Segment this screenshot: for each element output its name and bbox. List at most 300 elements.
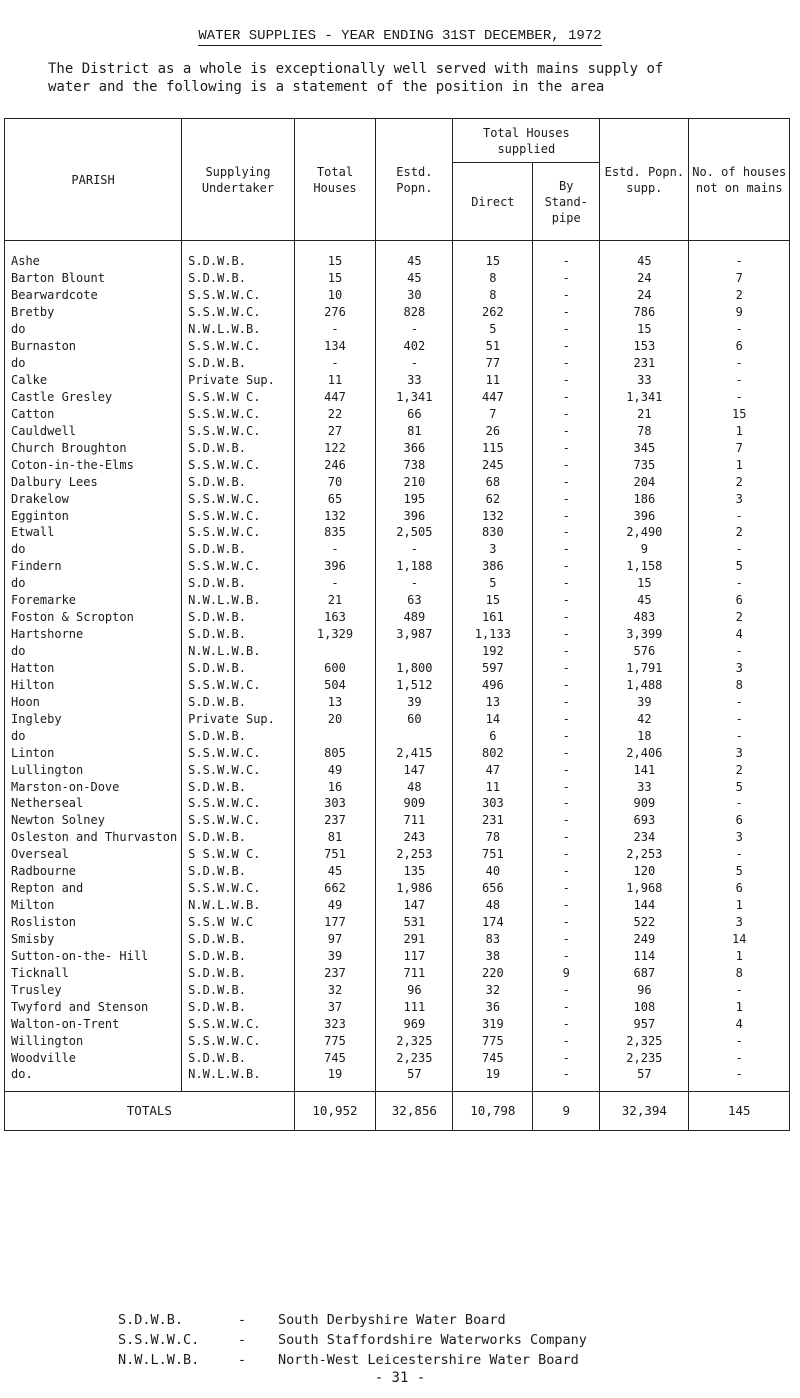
not-on-mains-cell: 5 (689, 863, 790, 880)
direct-cell: 8 (453, 287, 533, 304)
direct-cell: 15 (453, 592, 533, 609)
houses-cell: 13 (294, 693, 376, 710)
direct-cell: 496 (453, 676, 533, 693)
not-on-mains-cell: 1 (689, 897, 790, 914)
table-row (5, 981, 790, 998)
houses-cell: 49 (294, 897, 376, 914)
direct-cell: 1,133 (453, 626, 533, 643)
legend-dash: - (238, 1352, 247, 1368)
houses-cell: 745 (294, 1049, 376, 1066)
table-row (5, 405, 790, 422)
parish-cell: Radbourne (5, 863, 182, 880)
parish-cell: Overseal (5, 846, 182, 863)
direct-cell: 6 (453, 727, 533, 744)
undertaker-cell: S.S.W.W.C. (182, 744, 295, 761)
popn-cell: 1,188 (376, 558, 453, 575)
parish-cell: Foremarke (5, 592, 182, 609)
popn-cell: 63 (376, 592, 453, 609)
direct-cell: 19 (453, 1066, 533, 1091)
totals-houses: 10,952 (294, 1091, 376, 1130)
totals-label: TOTALS (5, 1091, 295, 1130)
legend-meaning: North-West Leicestershire Water Board (278, 1352, 579, 1368)
parish-cell: Calke (5, 372, 182, 389)
parish-cell: Etwall (5, 524, 182, 541)
standpipe-cell: - (533, 439, 600, 456)
table-row (5, 372, 790, 389)
parish-cell: Bearwardcote (5, 287, 182, 304)
supp-cell: 2,406 (600, 744, 689, 761)
popn-cell: 30 (376, 287, 453, 304)
not-on-mains-cell: - (689, 507, 790, 524)
undertaker-cell: S.D.W.B. (182, 270, 295, 287)
totals-standpipe: 9 (533, 1091, 600, 1130)
parish-cell: Hilton (5, 676, 182, 693)
houses-cell: 276 (294, 304, 376, 321)
popn-cell: 45 (376, 270, 453, 287)
standpipe-cell: - (533, 744, 600, 761)
standpipe-cell: - (533, 880, 600, 897)
supp-cell: 57 (600, 1066, 689, 1091)
houses-cell: 22 (294, 405, 376, 422)
table-row (5, 355, 790, 372)
legend-row (118, 1350, 587, 1370)
houses-cell: 81 (294, 829, 376, 846)
parish-cell: Lullington (5, 761, 182, 778)
supp-cell: 909 (600, 795, 689, 812)
parish-cell: Newton Solney (5, 812, 182, 829)
undertaker-cell: S.D.W.B. (182, 241, 295, 270)
direct-cell: 132 (453, 507, 533, 524)
popn-cell: 57 (376, 1066, 453, 1091)
popn-cell: 2,415 (376, 744, 453, 761)
direct-cell: 40 (453, 863, 533, 880)
intro-line-2: water and the following is a statement of the position in the area (48, 79, 605, 95)
undertaker-cell: S.S.W.W.C. (182, 422, 295, 439)
table-row (5, 846, 790, 863)
standpipe-cell: - (533, 1015, 600, 1032)
not-on-mains-cell: - (689, 372, 790, 389)
houses-cell: 49 (294, 761, 376, 778)
direct-cell: 802 (453, 744, 533, 761)
supp-cell: 21 (600, 405, 689, 422)
table-row (5, 456, 790, 473)
houses-cell: 21 (294, 592, 376, 609)
popn-cell: 111 (376, 998, 453, 1015)
table-row (5, 744, 790, 761)
table-row (5, 422, 790, 439)
supp-cell: 15 (600, 575, 689, 592)
standpipe-cell: - (533, 270, 600, 287)
table-row (5, 897, 790, 914)
undertaker-cell: S.S.W.W.C. (182, 524, 295, 541)
intro-paragraph (48, 60, 768, 96)
table-row (5, 389, 790, 406)
legend-meaning: South Derbyshire Water Board (278, 1312, 506, 1328)
standpipe-cell: - (533, 405, 600, 422)
popn-cell: 1,986 (376, 880, 453, 897)
undertaker-cell: S.D.W.B. (182, 931, 295, 948)
totals-supp: 32,394 (600, 1091, 689, 1130)
supp-cell: 144 (600, 897, 689, 914)
houses-cell: 775 (294, 1032, 376, 1049)
supp-cell: 231 (600, 355, 689, 372)
popn-cell: 531 (376, 914, 453, 931)
standpipe-cell: - (533, 795, 600, 812)
houses-cell: 37 (294, 998, 376, 1015)
houses-cell: 396 (294, 558, 376, 575)
table-row (5, 626, 790, 643)
not-on-mains-cell: 5 (689, 558, 790, 575)
supp-cell: 1,341 (600, 389, 689, 406)
standpipe-cell: - (533, 931, 600, 948)
supp-cell: 2,253 (600, 846, 689, 863)
houses-cell: 11 (294, 372, 376, 389)
header-not-on-mains: No. of houses not on mains (689, 119, 790, 241)
supp-cell: 114 (600, 947, 689, 964)
not-on-mains-cell: 3 (689, 660, 790, 677)
parish-cell: Findern (5, 558, 182, 575)
standpipe-cell: - (533, 372, 600, 389)
supp-cell: 45 (600, 241, 689, 270)
not-on-mains-cell: 6 (689, 812, 790, 829)
direct-cell: 5 (453, 575, 533, 592)
direct-cell: 47 (453, 761, 533, 778)
undertaker-cell: S.D.W.B. (182, 609, 295, 626)
direct-cell: 161 (453, 609, 533, 626)
popn-cell: 243 (376, 829, 453, 846)
parish-cell: Ashe (5, 241, 182, 270)
not-on-mains-cell: 2 (689, 287, 790, 304)
undertaker-cell: S.S.W.W.C. (182, 405, 295, 422)
direct-cell: 48 (453, 897, 533, 914)
parish-cell: Egginton (5, 507, 182, 524)
standpipe-cell: - (533, 897, 600, 914)
undertaker-cell: S.D.W.B. (182, 863, 295, 880)
popn-cell: 711 (376, 812, 453, 829)
direct-cell: 174 (453, 914, 533, 931)
undertaker-cell: N.W.L.W.B. (182, 1066, 295, 1091)
parish-cell: Drakelow (5, 490, 182, 507)
parish-cell: Ingleby (5, 710, 182, 727)
legend-dash: - (238, 1312, 247, 1328)
header-direct: Direct (453, 163, 533, 241)
supp-cell: 2,325 (600, 1032, 689, 1049)
header-estd-popn: Estd. Popn. (376, 119, 453, 241)
table-row (5, 490, 790, 507)
undertaker-cell: S.D.W.B. (182, 1049, 295, 1066)
houses-cell: - (294, 575, 376, 592)
intro-line-1: The District as a whole is exceptionally well served with mains supply of (48, 61, 664, 77)
undertaker-cell: S S.W.W C. (182, 846, 295, 863)
parish-cell: Hoon (5, 693, 182, 710)
standpipe-cell: - (533, 863, 600, 880)
not-on-mains-cell: 8 (689, 676, 790, 693)
popn-cell: 117 (376, 947, 453, 964)
table-row (5, 473, 790, 490)
houses-cell: 32 (294, 981, 376, 998)
table-row (5, 241, 790, 270)
supp-cell: 957 (600, 1015, 689, 1032)
standpipe-cell: - (533, 812, 600, 829)
table-row (5, 321, 790, 338)
table-row (5, 693, 790, 710)
standpipe-cell: - (533, 473, 600, 490)
popn-cell: 711 (376, 964, 453, 981)
header-standpipe: By Stand- pipe (533, 163, 600, 241)
supp-cell: 33 (600, 372, 689, 389)
parish-cell: Milton (5, 897, 182, 914)
direct-cell: 51 (453, 338, 533, 355)
parish-cell: Hatton (5, 660, 182, 677)
parish-cell: Church Broughton (5, 439, 182, 456)
table-row (5, 609, 790, 626)
houses-cell: - (294, 541, 376, 558)
table-row (5, 964, 790, 981)
table-row (5, 1032, 790, 1049)
standpipe-cell: - (533, 643, 600, 660)
standpipe-cell: - (533, 1049, 600, 1066)
standpipe-cell: - (533, 592, 600, 609)
popn-cell: - (376, 321, 453, 338)
parish-cell: do (5, 727, 182, 744)
houses-cell: 751 (294, 846, 376, 863)
table-row (5, 1049, 790, 1066)
standpipe-cell: - (533, 761, 600, 778)
direct-cell: 303 (453, 795, 533, 812)
popn-cell: 366 (376, 439, 453, 456)
popn-cell: 396 (376, 507, 453, 524)
not-on-mains-cell: 14 (689, 931, 790, 948)
not-on-mains-cell: 8 (689, 964, 790, 981)
undertaker-cell: N.W.L.W.B. (182, 643, 295, 660)
not-on-mains-cell: - (689, 575, 790, 592)
direct-cell: 13 (453, 693, 533, 710)
standpipe-cell: 9 (533, 964, 600, 981)
header-parish: PARISH (5, 119, 182, 241)
supp-cell: 78 (600, 422, 689, 439)
direct-cell: 15 (453, 241, 533, 270)
not-on-mains-cell: 3 (689, 490, 790, 507)
supp-cell: 687 (600, 964, 689, 981)
undertaker-cell: S.S.W.W.C. (182, 338, 295, 355)
table-row (5, 727, 790, 744)
popn-cell (376, 727, 453, 744)
undertaker-cell: N.W.L.W.B. (182, 897, 295, 914)
popn-cell: 195 (376, 490, 453, 507)
direct-cell: 319 (453, 1015, 533, 1032)
houses-cell: 15 (294, 241, 376, 270)
popn-cell: 135 (376, 863, 453, 880)
table-row (5, 676, 790, 693)
direct-cell: 192 (453, 643, 533, 660)
not-on-mains-cell: 7 (689, 270, 790, 287)
standpipe-cell: - (533, 422, 600, 439)
not-on-mains-cell: 3 (689, 744, 790, 761)
undertaker-cell: S.D.W.B. (182, 829, 295, 846)
direct-cell: 231 (453, 812, 533, 829)
undertaker-cell: S.D.W.B. (182, 473, 295, 490)
not-on-mains-cell: 6 (689, 880, 790, 897)
undertaker-cell: S.D.W.B. (182, 981, 295, 998)
parish-cell: Ticknall (5, 964, 182, 981)
header-undertaker: Supplying Undertaker (182, 119, 295, 241)
supp-cell: 45 (600, 592, 689, 609)
table-body (5, 241, 790, 1092)
not-on-mains-cell: 2 (689, 609, 790, 626)
not-on-mains-cell: - (689, 795, 790, 812)
not-on-mains-cell: 4 (689, 1015, 790, 1032)
undertaker-cell: S.S.W.W.C. (182, 812, 295, 829)
parish-cell: Willington (5, 1032, 182, 1049)
undertaker-cell: S.S.W.W.C. (182, 1032, 295, 1049)
not-on-mains-cell: 9 (689, 304, 790, 321)
undertaker-cell: S.D.W.B. (182, 727, 295, 744)
undertaker-cell: S.S.W.W.C. (182, 1015, 295, 1032)
not-on-mains-cell: 3 (689, 914, 790, 931)
direct-cell: 5 (453, 321, 533, 338)
houses-cell: 15 (294, 270, 376, 287)
supp-cell: 786 (600, 304, 689, 321)
parish-cell: Marston-on-Dove (5, 778, 182, 795)
houses-cell: 323 (294, 1015, 376, 1032)
standpipe-cell: - (533, 676, 600, 693)
popn-cell: 66 (376, 405, 453, 422)
not-on-mains-cell: 5 (689, 778, 790, 795)
not-on-mains-cell: 2 (689, 761, 790, 778)
houses-cell: - (294, 321, 376, 338)
header-houses-supplied: Total Houses supplied (453, 119, 600, 163)
direct-cell: 447 (453, 389, 533, 406)
standpipe-cell: - (533, 558, 600, 575)
standpipe-cell: - (533, 241, 600, 270)
legend-abbreviation: S.S.W.W.C. (118, 1332, 200, 1348)
table-row (5, 270, 790, 287)
houses-cell: 237 (294, 964, 376, 981)
not-on-mains-cell: 3 (689, 829, 790, 846)
popn-cell: 48 (376, 778, 453, 795)
table-row (5, 931, 790, 948)
table-row (5, 439, 790, 456)
parish-cell: Woodville (5, 1049, 182, 1066)
supp-cell: 141 (600, 761, 689, 778)
popn-cell: - (376, 541, 453, 558)
direct-cell: 775 (453, 1032, 533, 1049)
supp-cell: 1,158 (600, 558, 689, 575)
parish-cell: Bretby (5, 304, 182, 321)
houses-cell: 177 (294, 914, 376, 931)
not-on-mains-cell: - (689, 541, 790, 558)
abbreviation-legend (118, 1310, 587, 1370)
undertaker-cell: S.D.W.B. (182, 439, 295, 456)
standpipe-cell: - (533, 947, 600, 964)
parish-cell: Smisby (5, 931, 182, 948)
undertaker-cell: S.S.W.W.C. (182, 676, 295, 693)
not-on-mains-cell: - (689, 846, 790, 863)
standpipe-cell: - (533, 1032, 600, 1049)
table-row (5, 880, 790, 897)
header-total-houses: Total Houses (294, 119, 376, 241)
undertaker-cell: S.S.W.W.C. (182, 287, 295, 304)
table-row (5, 1015, 790, 1032)
popn-cell: 909 (376, 795, 453, 812)
popn-cell: 2,505 (376, 524, 453, 541)
popn-cell: 147 (376, 897, 453, 914)
undertaker-cell: S.S.W.W.C. (182, 304, 295, 321)
not-on-mains-cell: - (689, 710, 790, 727)
table-row (5, 998, 790, 1015)
direct-cell: 830 (453, 524, 533, 541)
popn-cell: 2,235 (376, 1049, 453, 1066)
houses-cell (294, 643, 376, 660)
standpipe-cell: - (533, 660, 600, 677)
water-supply-table (4, 118, 790, 1131)
undertaker-cell: N.W.L.W.B. (182, 321, 295, 338)
table-row (5, 643, 790, 660)
standpipe-cell: - (533, 456, 600, 473)
not-on-mains-cell: - (689, 1049, 790, 1066)
undertaker-cell: N.W.L.W.B. (182, 592, 295, 609)
direct-cell: 68 (453, 473, 533, 490)
popn-cell: 1,341 (376, 389, 453, 406)
parish-cell: do (5, 355, 182, 372)
legend-meaning: South Staffordshire Waterworks Company (278, 1332, 587, 1348)
table-row (5, 914, 790, 931)
houses-cell: 97 (294, 931, 376, 948)
table-row (5, 795, 790, 812)
supp-cell: 483 (600, 609, 689, 626)
totals-direct: 10,798 (453, 1091, 533, 1130)
supp-cell: 249 (600, 931, 689, 948)
direct-cell: 36 (453, 998, 533, 1015)
table-row (5, 1066, 790, 1091)
table-row (5, 287, 790, 304)
standpipe-cell: - (533, 541, 600, 558)
supp-cell: 39 (600, 693, 689, 710)
parish-cell: do (5, 321, 182, 338)
parish-cell: Walton-on-Trent (5, 1015, 182, 1032)
supp-cell: 345 (600, 439, 689, 456)
popn-cell: 1,800 (376, 660, 453, 677)
parish-cell: Netherseal (5, 795, 182, 812)
parish-cell: do (5, 541, 182, 558)
not-on-mains-cell: 1 (689, 947, 790, 964)
parish-cell: Twyford and Stenson (5, 998, 182, 1015)
direct-cell: 262 (453, 304, 533, 321)
parish-cell: Catton (5, 405, 182, 422)
popn-cell: - (376, 575, 453, 592)
undertaker-cell: Private Sup. (182, 710, 295, 727)
table-row (5, 558, 790, 575)
not-on-mains-cell: 6 (689, 338, 790, 355)
table-row (5, 524, 790, 541)
houses-cell: 303 (294, 795, 376, 812)
standpipe-cell: - (533, 389, 600, 406)
houses-cell: 27 (294, 422, 376, 439)
popn-cell: 738 (376, 456, 453, 473)
standpipe-cell: - (533, 710, 600, 727)
undertaker-cell: S.D.W.B. (182, 355, 295, 372)
houses-cell: 246 (294, 456, 376, 473)
direct-cell: 11 (453, 778, 533, 795)
direct-cell: 77 (453, 355, 533, 372)
supp-cell: 234 (600, 829, 689, 846)
not-on-mains-cell: - (689, 727, 790, 744)
houses-cell: 132 (294, 507, 376, 524)
direct-cell: 597 (453, 660, 533, 677)
direct-cell: 745 (453, 1049, 533, 1066)
direct-cell: 11 (453, 372, 533, 389)
table-row (5, 829, 790, 846)
